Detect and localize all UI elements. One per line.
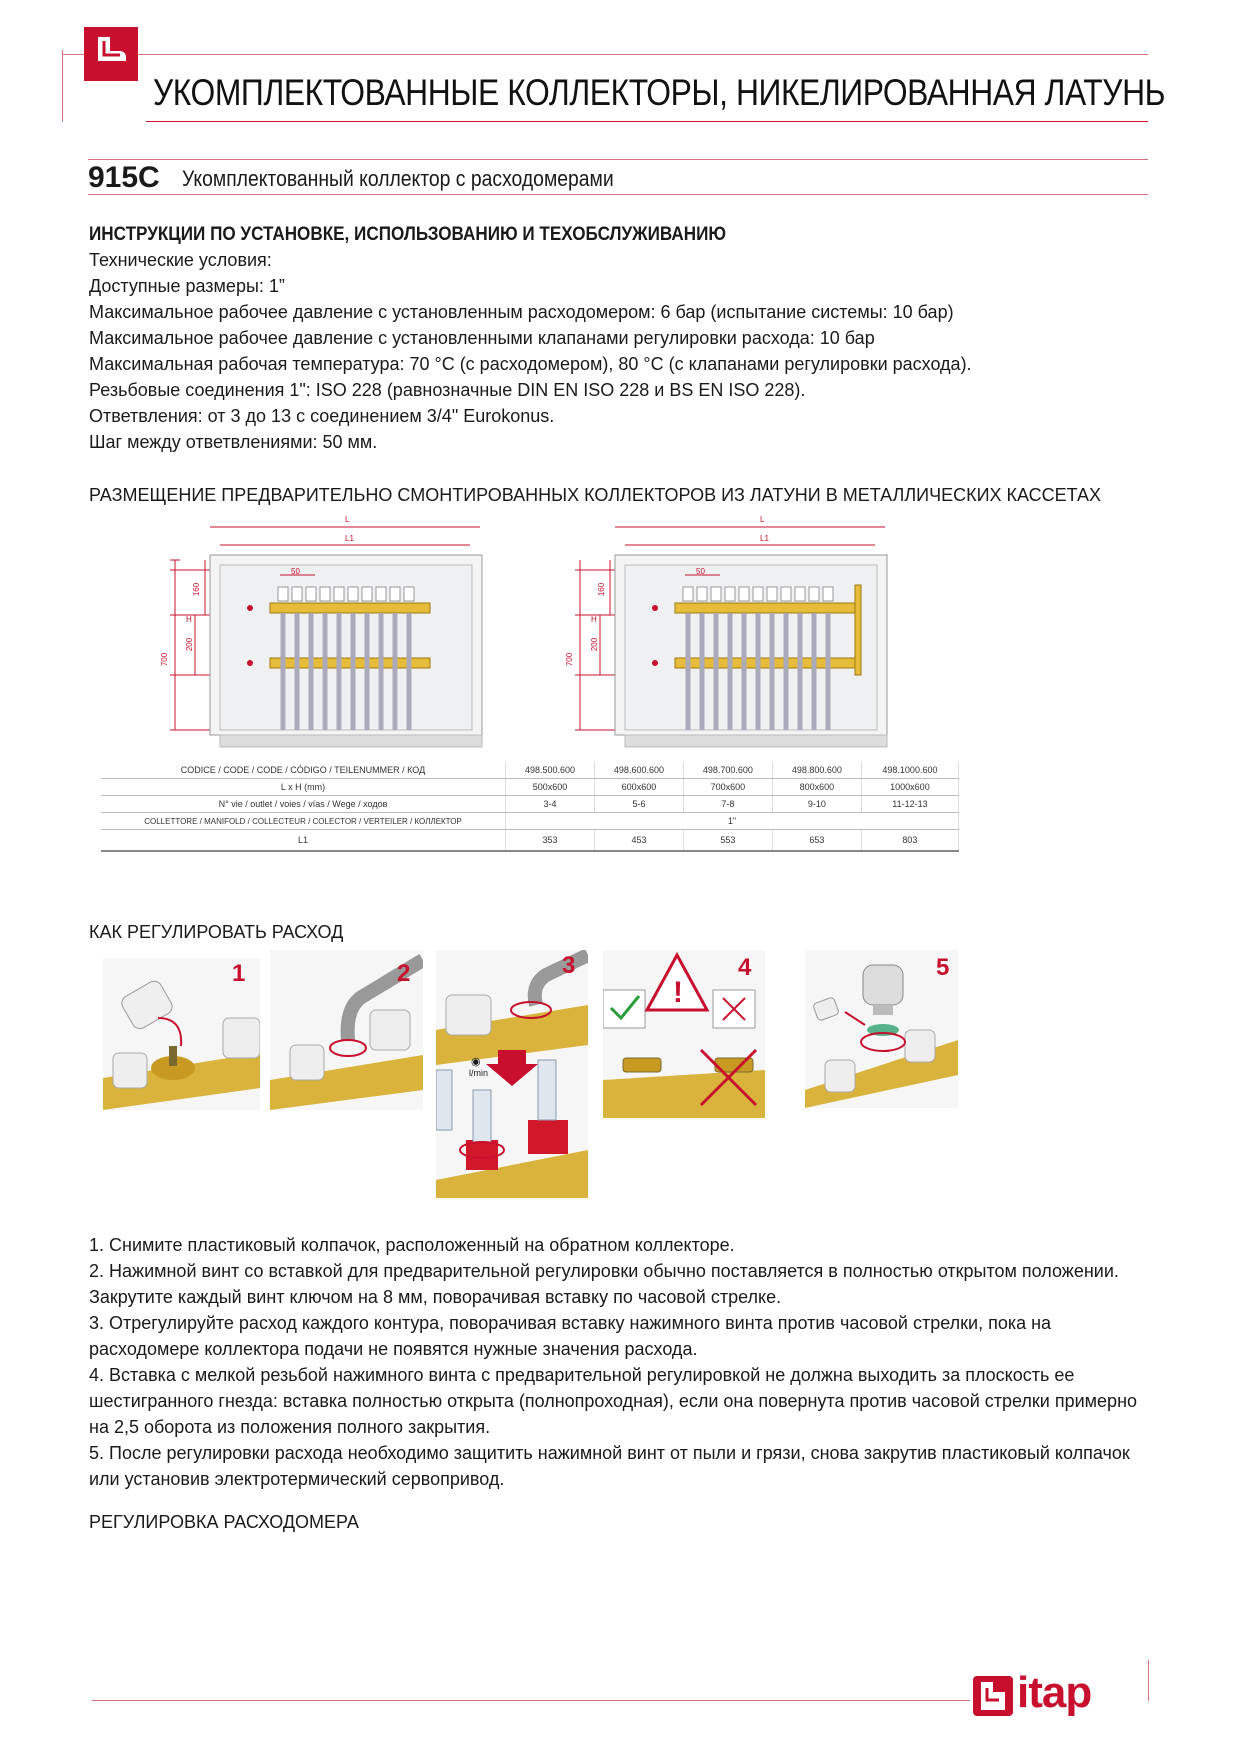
table-row-label: L1	[101, 830, 506, 852]
regulate-heading: КАК РЕГУЛИРОВАТЬ РАСХОД	[89, 922, 344, 942]
instruction-item: 5. После регулировки расхода необходимо защитить нажимной винт от пыли и грязи, снова закрутив пластиковый колпачок или установив электротермический сервопривод.	[89, 1443, 1130, 1489]
table-row-label: COLLETTORE / MANIFOLD / COLLECTEUR / COLECTOR / VERTEILER / КОЛЛЕКТОР	[101, 813, 506, 830]
table-cell: 5-6	[594, 796, 683, 813]
title-underline	[146, 121, 1148, 122]
table-row-label: N° vie / outlet / voies / vías / Wege / ходов	[101, 796, 506, 813]
dim-label-pitch: 50	[696, 567, 705, 576]
table-cell: 3-4	[506, 796, 595, 813]
dim-label-L: L	[760, 515, 765, 524]
table-cell: 600x600	[594, 779, 683, 796]
table-cell: 498.800.600	[772, 762, 861, 779]
spec-line: Ответвления: от 3 до 13 с соединением 3/4" Eurokonus.	[89, 406, 555, 426]
dim-label-H: H	[591, 615, 597, 624]
cabinet-diagram-b	[555, 515, 895, 755]
spec-line: Доступные размеры: 1”	[89, 276, 285, 296]
brand-logo	[973, 1668, 1143, 1728]
dim-label-200: 200	[185, 637, 195, 652]
step-3-image	[436, 950, 588, 1198]
flowmeter-heading: РЕГУЛИРОВКА РАСХОДОМЕРА	[89, 1512, 359, 1532]
table-cell: 353	[506, 830, 595, 852]
dim-label-L1: L1	[345, 534, 354, 543]
footer-right-rule	[1148, 1660, 1149, 1701]
dim-label-160: 160	[192, 582, 202, 597]
spec-line: Максимальное рабочее давление с установленным расходомером: 6 бар (испытание системы: 10 бар)	[89, 302, 954, 322]
step-number: 1	[232, 960, 246, 987]
step-number: 4	[738, 954, 752, 981]
dim-label-700: 700	[160, 652, 170, 667]
footer-rule	[92, 1700, 970, 1701]
header-left-stub	[62, 54, 84, 55]
dim-label-200: 200	[590, 637, 600, 652]
table-cell: 803	[861, 830, 958, 852]
cabinet-diagram-a	[150, 515, 490, 755]
dim-label-H: H	[186, 615, 192, 624]
product-subtitle: Укомплектованный коллектор с расходомерами	[182, 166, 614, 191]
brand-logo-text: itap	[1017, 1668, 1092, 1717]
table-row	[101, 762, 959, 779]
step-number: 2	[397, 960, 411, 987]
table-row-label: CODICE / CODE / CODE / CÓDIGO / TEILENUMMER / КОД	[101, 762, 506, 779]
spec-line: Технические условия:	[89, 250, 272, 270]
spec-line: Шаг между ответвлениями: 50 мм.	[89, 432, 378, 452]
table-row	[101, 779, 959, 796]
product-code: 915C	[88, 161, 160, 194]
table-cell: 9-10	[772, 796, 861, 813]
instructions-heading: ИНСТРУКЦИИ ПО УСТАНОВКЕ, ИСПОЛЬЗОВАНИЮ И ТЕХОБСЛУЖИВАНИЮ	[89, 224, 727, 245]
table-cell: 653	[772, 830, 861, 852]
dim-label-L1: L1	[760, 534, 769, 543]
table-cell: 700x600	[683, 779, 772, 796]
page-title: УКОМПЛЕКТОВАННЫЕ КОЛЛЕКТОРЫ, НИКЕЛИРОВАННАЯ ЛАТУНЬ	[153, 72, 1166, 113]
table-cell: 498.500.600	[506, 762, 595, 779]
spec-line: Максимальное рабочее давление с установленными клапанами регулировки расхода: 10 бар	[89, 328, 875, 348]
table-cell: 498.1000.600	[861, 762, 958, 779]
dim-label-L: L	[345, 515, 350, 524]
spec-table	[101, 762, 959, 852]
header-left-rule	[62, 50, 63, 122]
table-cell: 498.600.600	[594, 762, 683, 779]
brand-logo-icon	[973, 1676, 1013, 1716]
header-top-rule	[138, 54, 1148, 55]
table-cell: 498.700.600	[683, 762, 772, 779]
spec-line: Резьбовые соединения 1": ISO 228 (равнозначные DIN EN ISO 228 и BS EN ISO 228).	[89, 380, 806, 400]
dim-label-700: 700	[565, 652, 575, 667]
table-row	[101, 830, 959, 852]
svg-text:!: !	[673, 976, 683, 1009]
table-cell: 500x600	[506, 779, 595, 796]
product-top-rule	[88, 159, 1148, 160]
regulate-instructions	[89, 1232, 1149, 1492]
instruction-item: 3. Отрегулируйте расход каждого контура, поворачивая вставку нажимного винта против часовой стрелки, пока на расходомере коллектора подачи не появятся нужные значения расхода.	[89, 1313, 1052, 1359]
instruction-item: 1. Снимите пластиковый колпачок, расположенный на обратном коллекторе.	[89, 1235, 735, 1255]
flow-unit-label: l/min	[469, 1068, 489, 1078]
dim-label-160: 160	[597, 582, 607, 597]
product-bottom-rule	[88, 194, 1148, 195]
table-cell: 1000x600	[861, 779, 958, 796]
table-cell: 11-12-13	[861, 796, 958, 813]
step-number: 3	[562, 952, 576, 979]
spec-line: Максимальная рабочая температура: 70 °C (с расходомером), 80 °C (с клапанами регулировки расхода).	[89, 354, 972, 374]
placement-heading: РАЗМЕЩЕНИЕ ПРЕДВАРИТЕЛЬНО СМОНТИРОВАННЫХ КОЛЛЕКТОРОВ ИЗ ЛАТУНИ В МЕТАЛЛИЧЕСКИХ КАССЕТАХ	[89, 485, 1102, 505]
table-row-label: L x H (mm)	[101, 779, 506, 796]
corner-logo-icon	[84, 27, 138, 81]
instruction-item: 2. Нажимной винт со вставкой для предварительной регулировки обычно поставляется в полностью открытом положении. Закрутите каждый винт ключом на 8 мм, поворачивая вставку по часовой стрелке.	[89, 1261, 1119, 1307]
instructions-body	[89, 247, 972, 455]
table-cell: 800x600	[772, 779, 861, 796]
table-cell: 553	[683, 830, 772, 852]
instruction-item: 4. Вставка с мелкой резьбой нажимного винта с предварительной регулировкой не должна выходить за плоскость ее шестигранного гнезда: вставка полностью открыта (полнопроходная), если она повернута против часовой стрелки примерно на 2,5 оборота из положения полного закрытия.	[89, 1365, 1138, 1437]
step-number: 5	[936, 954, 950, 981]
table-cell: 7-8	[683, 796, 772, 813]
table-row	[101, 796, 959, 813]
table-cell: 453	[594, 830, 683, 852]
table-row	[101, 813, 959, 830]
table-cell: 1"	[506, 813, 959, 830]
dim-label-pitch: 50	[291, 567, 300, 576]
eye-icon: ◉	[471, 1056, 481, 1068]
